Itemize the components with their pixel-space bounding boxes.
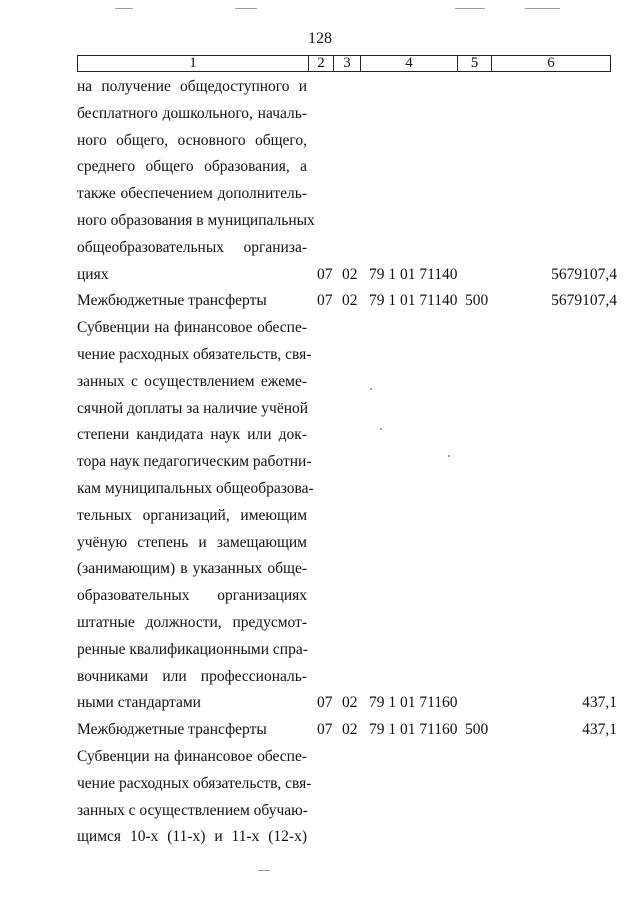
table-row — [77, 235, 617, 260]
row-target-article: 79 1 01 71140 — [369, 265, 458, 283]
row-description: Субвенции на финансовое обеспе- — [77, 319, 307, 337]
row-target-article: 79 1 01 71140 — [369, 292, 458, 310]
table-row — [77, 530, 617, 555]
row-subsection-code: 02 — [342, 694, 358, 712]
row-description: чение расходных обязательств, свя- — [77, 346, 312, 363]
row-subsection-code: 02 — [342, 721, 358, 739]
row-description: тельных организаций, имеющим — [77, 506, 307, 524]
row-target-article: 79 1 01 71160 — [369, 721, 458, 739]
row-amount: 5679107,4 — [551, 265, 617, 283]
table-row — [77, 369, 617, 394]
row-section-code: 07 — [317, 265, 333, 283]
row-description: ного образования в муниципальных — [77, 212, 315, 229]
row-description: бесплатного дошкольного, началь- — [77, 104, 307, 122]
row-description: учёную степень и замещающим — [77, 533, 307, 551]
row-description: общеобразовательных организа- — [77, 238, 307, 256]
row-description: Межбюджетные трансферты — [77, 292, 267, 310]
row-description: ного общего, основного общего, — [77, 131, 307, 149]
row-description: степени кандидата наук или док- — [77, 426, 307, 444]
table-row — [77, 744, 617, 769]
row-expense-type: 500 — [465, 292, 489, 310]
row-description: ренные квалификационными спра- — [77, 640, 308, 658]
table-row — [77, 637, 617, 662]
table-row — [77, 717, 617, 742]
table-row — [77, 396, 617, 421]
row-description: ными стандартами — [77, 694, 201, 712]
table-row — [77, 503, 617, 528]
column-header-table — [77, 55, 611, 72]
row-description: (занимающим) в указанных обще- — [77, 560, 307, 578]
row-description: на получение общедоступного и — [77, 78, 307, 95]
row-description: образовательных организациях — [77, 587, 307, 605]
header-col-3: 3 — [334, 56, 361, 72]
row-subsection-code: 02 — [342, 292, 358, 310]
row-description: занных с осуществлением ежеме- — [77, 372, 307, 390]
row-section-code: 07 — [317, 292, 333, 310]
row-description: щимся 10-х (11-х) и 11-х (12-х) — [77, 828, 307, 846]
table-row — [77, 771, 617, 796]
table-row — [77, 181, 617, 206]
row-description: кам муниципальных общеобразова- — [77, 480, 314, 497]
row-description: также обеспечением дополнитель- — [77, 185, 307, 203]
table-row — [77, 824, 617, 849]
row-target-article: 79 1 01 71160 — [369, 694, 458, 712]
table-row — [77, 342, 617, 367]
table-row — [77, 154, 617, 179]
scan-artifact-bottom — [258, 870, 270, 871]
row-description: занных с осуществлением обучаю- — [77, 801, 308, 819]
row-description: чение расходных обязательств, свя- — [77, 774, 312, 792]
row-expense-type: 500 — [465, 721, 489, 739]
header-col-2: 2 — [309, 56, 334, 72]
table-row — [77, 208, 617, 233]
row-description: среднего общего образования, а — [77, 158, 307, 176]
scan-artifact-top-3 — [455, 8, 485, 9]
row-amount: 437,1 — [582, 721, 617, 739]
table-row — [77, 664, 617, 689]
row-description: вочниками или профессиональ- — [77, 667, 307, 685]
row-amount: 437,1 — [582, 694, 617, 712]
row-description: Субвенции на финансовое обеспе- — [77, 748, 307, 765]
row-amount: 5679107,4 — [551, 292, 617, 310]
row-subsection-code: 02 — [342, 265, 358, 283]
table-row — [77, 476, 617, 501]
table-row — [77, 74, 617, 99]
header-col-1: 1 — [78, 56, 309, 72]
row-section-code: 07 — [317, 694, 333, 712]
header-col-4: 4 — [361, 56, 458, 72]
row-description: сячной доплаты за наличие учёной — [77, 399, 309, 417]
table-row — [77, 798, 617, 823]
row-description: штатные должности, предусмот- — [77, 614, 307, 631]
scan-artifact-top-1 — [115, 8, 133, 9]
table-row — [77, 690, 617, 715]
header-col-6: 6 — [492, 56, 611, 72]
scan-artifact-top-4 — [525, 8, 560, 9]
table-row — [77, 315, 617, 340]
table-row — [77, 422, 617, 447]
page-number: 128 — [308, 30, 332, 47]
table-row — [77, 610, 617, 635]
row-description: циях — [77, 265, 109, 283]
header-col-5: 5 — [458, 56, 492, 72]
row-section-code: 07 — [317, 721, 333, 739]
table-row — [77, 288, 617, 313]
table-row — [77, 262, 617, 287]
row-description: тора наук педагогическим работни- — [77, 453, 312, 471]
row-description: Межбюджетные трансферты — [77, 721, 267, 739]
table-row — [77, 583, 617, 608]
table-row — [77, 556, 617, 581]
table-row — [77, 101, 617, 126]
scan-artifact-top-2 — [235, 8, 257, 9]
table-row — [77, 449, 617, 474]
table-row — [77, 128, 617, 153]
